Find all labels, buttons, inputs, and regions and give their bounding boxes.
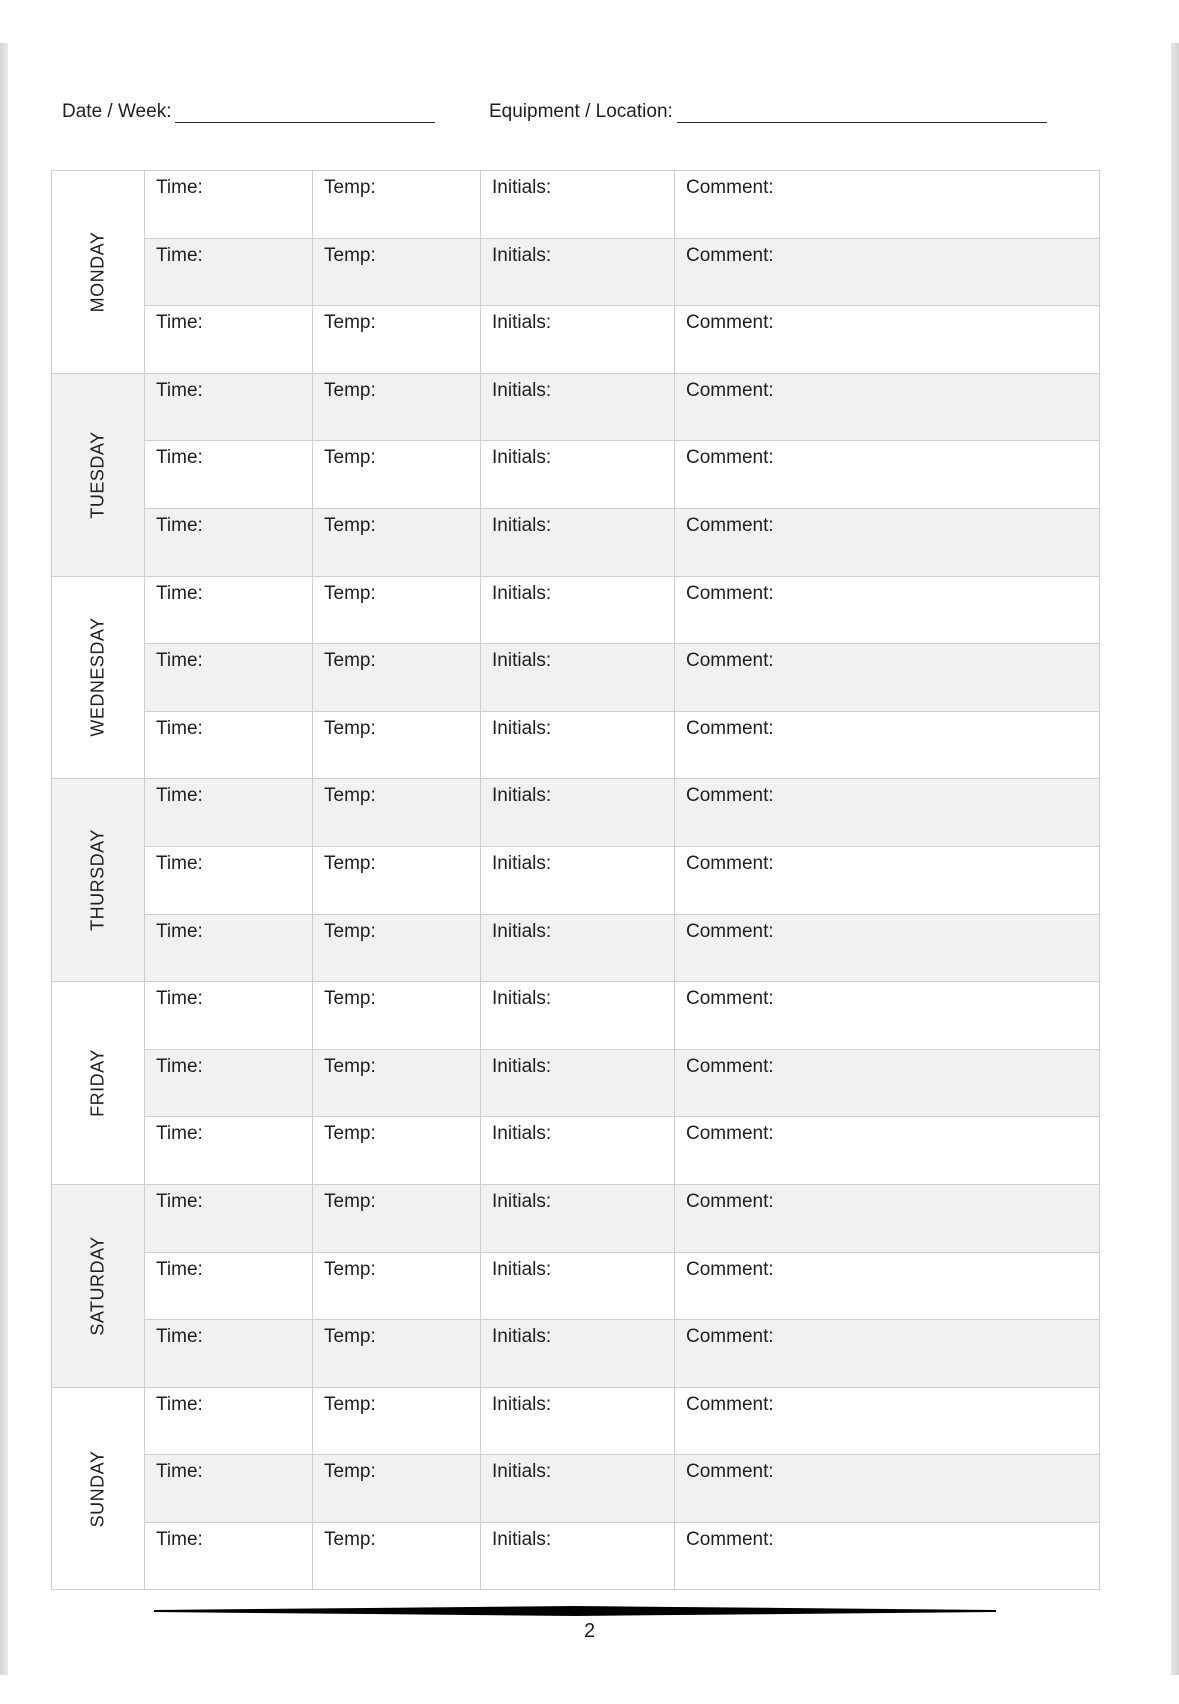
temp-cell[interactable] — [313, 373, 481, 441]
initials-label: Initials: — [492, 988, 552, 1010]
time-label: Time: — [156, 177, 203, 198]
initials-label: Initials: — [492, 312, 552, 334]
time-label: Time: — [156, 1055, 203, 1077]
log-entry-row — [52, 711, 1100, 779]
temp-cell[interactable] — [313, 1117, 481, 1185]
comment-cell[interactable] — [675, 1252, 1100, 1320]
temperature-log-table — [51, 170, 1100, 1590]
time-cell[interactable] — [145, 1320, 313, 1388]
initials-label: Initials: — [492, 717, 552, 739]
comment-label: Comment: — [686, 379, 774, 401]
time-cell[interactable] — [145, 1455, 313, 1523]
comment-cell[interactable] — [675, 711, 1100, 779]
comment-cell[interactable] — [675, 441, 1100, 509]
log-entry-row — [52, 1184, 1100, 1252]
day-cell-wednesday — [52, 576, 145, 779]
comment-label: Comment: — [686, 1190, 774, 1212]
comment-cell[interactable] — [675, 1455, 1100, 1523]
temp-label: Temp: — [324, 177, 376, 198]
temp-cell[interactable] — [313, 306, 481, 374]
time-cell[interactable] — [145, 846, 313, 914]
comment-label: Comment: — [686, 244, 774, 266]
day-label: TUESDAY — [87, 431, 108, 519]
time-cell[interactable] — [145, 644, 313, 712]
time-label: Time: — [156, 514, 203, 536]
time-cell[interactable] — [145, 982, 313, 1050]
temp-cell[interactable] — [313, 846, 481, 914]
log-entry-row — [52, 779, 1100, 847]
time-label: Time: — [156, 717, 203, 739]
comment-cell[interactable] — [675, 171, 1100, 239]
log-entry-row — [52, 1049, 1100, 1117]
comment-label: Comment: — [686, 650, 774, 672]
initials-label: Initials: — [492, 852, 552, 874]
temp-label: Temp: — [324, 1190, 376, 1212]
comment-label: Comment: — [686, 1258, 774, 1280]
initials-cell[interactable] — [481, 846, 675, 914]
time-cell[interactable] — [145, 711, 313, 779]
temp-label: Temp: — [324, 920, 376, 942]
time-label: Time: — [156, 244, 203, 266]
initials-cell[interactable] — [481, 1252, 675, 1320]
comment-cell[interactable] — [675, 306, 1100, 374]
temp-label: Temp: — [324, 1326, 376, 1348]
initials-label: Initials: — [492, 1258, 552, 1280]
initials-cell[interactable] — [481, 441, 675, 509]
time-cell[interactable] — [145, 508, 313, 576]
comment-label: Comment: — [686, 1393, 774, 1415]
comment-label: Comment: — [686, 1461, 774, 1483]
log-entry-row — [52, 846, 1100, 914]
time-cell[interactable] — [145, 171, 313, 239]
time-cell[interactable] — [145, 441, 313, 509]
day-cell-monday — [52, 171, 145, 374]
time-label: Time: — [156, 1190, 203, 1212]
log-entry-row — [52, 441, 1100, 509]
temp-cell[interactable] — [313, 914, 481, 982]
equipment-location-input-line[interactable] — [677, 100, 1047, 123]
time-label: Time: — [156, 379, 203, 401]
initials-label: Initials: — [492, 650, 552, 672]
temp-cell[interactable] — [313, 711, 481, 779]
comment-cell[interactable] — [675, 1117, 1100, 1185]
comment-cell[interactable] — [675, 914, 1100, 982]
initials-cell[interactable] — [481, 1455, 675, 1523]
comment-label: Comment: — [686, 514, 774, 536]
log-entry-row — [52, 171, 1100, 239]
temp-label: Temp: — [324, 1393, 376, 1415]
temp-cell[interactable] — [313, 644, 481, 712]
temp-label: Temp: — [324, 582, 376, 604]
log-entry-row — [52, 238, 1100, 306]
initials-label: Initials: — [492, 582, 552, 604]
day-label: THURSDAY — [87, 829, 108, 932]
time-label: Time: — [156, 920, 203, 942]
time-cell[interactable] — [145, 1049, 313, 1117]
temp-label: Temp: — [324, 1461, 376, 1483]
comment-cell[interactable] — [675, 982, 1100, 1050]
initials-cell[interactable] — [481, 1184, 675, 1252]
temp-label: Temp: — [324, 379, 376, 401]
initials-label: Initials: — [492, 379, 552, 401]
log-entry-row — [52, 1252, 1100, 1320]
date-week-field — [62, 100, 435, 123]
date-week-label: Date / Week: — [62, 101, 172, 122]
initials-label: Initials: — [492, 447, 552, 469]
temp-cell[interactable] — [313, 441, 481, 509]
footer-divider — [154, 1606, 996, 1616]
comment-cell[interactable] — [675, 373, 1100, 441]
initials-cell[interactable] — [481, 711, 675, 779]
temp-label: Temp: — [324, 312, 376, 334]
initials-label: Initials: — [492, 1190, 552, 1212]
initials-label: Initials: — [492, 1123, 552, 1145]
day-label: WEDNESDAY — [87, 617, 108, 738]
temp-label: Temp: — [324, 1055, 376, 1077]
time-cell[interactable] — [145, 1522, 313, 1590]
temp-label: Temp: — [324, 244, 376, 266]
log-entry-row — [52, 1455, 1100, 1523]
temp-cell[interactable] — [313, 1184, 481, 1252]
comment-cell[interactable] — [675, 508, 1100, 576]
time-label: Time: — [156, 582, 203, 604]
temp-cell[interactable] — [313, 1455, 481, 1523]
day-label: SATURDAY — [87, 1236, 108, 1336]
equipment-location-label: Equipment / Location: — [489, 101, 673, 122]
comment-label: Comment: — [686, 920, 774, 942]
initials-label: Initials: — [492, 514, 552, 536]
initials-label: Initials: — [492, 1528, 552, 1550]
initials-label: Initials: — [492, 244, 552, 266]
temp-cell[interactable] — [313, 238, 481, 306]
time-cell[interactable] — [145, 779, 313, 847]
time-label: Time: — [156, 1461, 203, 1483]
initials-cell[interactable] — [481, 1387, 675, 1455]
comment-label: Comment: — [686, 988, 774, 1010]
equipment-location-field — [489, 100, 1047, 123]
initials-cell[interactable] — [481, 576, 675, 644]
day-label: SUNDAY — [87, 1450, 108, 1527]
initials-cell[interactable] — [481, 1117, 675, 1185]
initials-label: Initials: — [492, 177, 552, 198]
comment-cell[interactable] — [675, 644, 1100, 712]
initials-cell[interactable] — [481, 1049, 675, 1117]
temp-cell[interactable] — [313, 779, 481, 847]
temp-label: Temp: — [324, 852, 376, 874]
day-cell-saturday — [52, 1184, 145, 1387]
temp-label: Temp: — [324, 1528, 376, 1550]
day-cell-friday — [52, 982, 145, 1185]
comment-label: Comment: — [686, 785, 774, 807]
day-cell-tuesday — [52, 373, 145, 576]
initials-label: Initials: — [492, 920, 552, 942]
temp-cell[interactable] — [313, 982, 481, 1050]
temp-cell[interactable] — [313, 171, 481, 239]
initials-label: Initials: — [492, 1393, 552, 1415]
comment-label: Comment: — [686, 582, 774, 604]
time-cell[interactable] — [145, 306, 313, 374]
temp-cell[interactable] — [313, 1387, 481, 1455]
log-header — [62, 100, 1072, 132]
log-entry-row — [52, 644, 1100, 712]
initials-cell[interactable] — [481, 644, 675, 712]
initials-cell[interactable] — [481, 171, 675, 239]
initials-cell[interactable] — [481, 982, 675, 1050]
time-label: Time: — [156, 650, 203, 672]
time-label: Time: — [156, 988, 203, 1010]
log-entry-row — [52, 914, 1100, 982]
temp-cell[interactable] — [313, 1522, 481, 1590]
date-week-input-line[interactable] — [175, 100, 435, 123]
initials-label: Initials: — [492, 1461, 552, 1483]
initials-label: Initials: — [492, 785, 552, 807]
initials-cell[interactable] — [481, 779, 675, 847]
log-entry-row — [52, 1320, 1100, 1388]
comment-label: Comment: — [686, 1123, 774, 1145]
time-cell[interactable] — [145, 373, 313, 441]
time-cell[interactable] — [145, 576, 313, 644]
temp-cell[interactable] — [313, 508, 481, 576]
initials-cell[interactable] — [481, 1522, 675, 1590]
initials-cell[interactable] — [481, 238, 675, 306]
temp-label: Temp: — [324, 1258, 376, 1280]
comment-label: Comment: — [686, 1528, 774, 1550]
time-label: Time: — [156, 1258, 203, 1280]
comment-cell[interactable] — [675, 846, 1100, 914]
time-label: Time: — [156, 1393, 203, 1415]
temp-cell[interactable] — [313, 1049, 481, 1117]
time-cell[interactable] — [145, 914, 313, 982]
initials-cell[interactable] — [481, 1320, 675, 1388]
temp-label: Temp: — [324, 1123, 376, 1145]
initials-cell[interactable] — [481, 914, 675, 982]
temp-label: Temp: — [324, 717, 376, 739]
log-entry-row — [52, 508, 1100, 576]
temp-cell[interactable] — [313, 1252, 481, 1320]
time-cell[interactable] — [145, 238, 313, 306]
comment-label: Comment: — [686, 1055, 774, 1077]
day-label: FRIDAY — [87, 1049, 108, 1117]
time-label: Time: — [156, 312, 203, 334]
time-label: Time: — [156, 1123, 203, 1145]
comment-cell[interactable] — [675, 238, 1100, 306]
page-edge-left — [0, 43, 8, 1675]
comment-cell[interactable] — [675, 1184, 1100, 1252]
time-cell[interactable] — [145, 1184, 313, 1252]
time-cell[interactable] — [145, 1117, 313, 1185]
comment-cell[interactable] — [675, 1320, 1100, 1388]
temp-label: Temp: — [324, 447, 376, 469]
comment-label: Comment: — [686, 717, 774, 739]
comment-cell[interactable] — [675, 576, 1100, 644]
log-entry-row — [52, 1387, 1100, 1455]
comment-cell[interactable] — [675, 1387, 1100, 1455]
initials-cell[interactable] — [481, 306, 675, 374]
comment-cell[interactable] — [675, 779, 1100, 847]
temp-label: Temp: — [324, 988, 376, 1010]
initials-cell[interactable] — [481, 508, 675, 576]
time-label: Time: — [156, 447, 203, 469]
day-cell-thursday — [52, 779, 145, 982]
time-label: Time: — [156, 1528, 203, 1550]
day-label: MONDAY — [87, 231, 108, 313]
comment-cell[interactable] — [675, 1049, 1100, 1117]
comment-label: Comment: — [686, 1326, 774, 1348]
temp-cell[interactable] — [313, 576, 481, 644]
time-label: Time: — [156, 785, 203, 807]
comment-label: Comment: — [686, 447, 774, 469]
initials-label: Initials: — [492, 1326, 552, 1348]
log-entry-row — [52, 1522, 1100, 1590]
comment-label: Comment: — [686, 312, 774, 334]
time-cell[interactable] — [145, 1387, 313, 1455]
comment-cell[interactable] — [675, 1522, 1100, 1590]
comment-label: Comment: — [686, 852, 774, 874]
initials-label: Initials: — [492, 1055, 552, 1077]
temp-cell[interactable] — [313, 1320, 481, 1388]
log-entry-row — [52, 982, 1100, 1050]
log-entry-row — [52, 306, 1100, 374]
page-number: 2 — [583, 1620, 596, 1642]
initials-cell[interactable] — [481, 373, 675, 441]
time-label: Time: — [156, 852, 203, 874]
time-label: Time: — [156, 1326, 203, 1348]
comment-label: Comment: — [686, 177, 774, 198]
time-cell[interactable] — [145, 1252, 313, 1320]
day-cell-sunday — [52, 1387, 145, 1590]
log-entry-row — [52, 373, 1100, 441]
temp-label: Temp: — [324, 514, 376, 536]
log-entry-row — [52, 576, 1100, 644]
temp-label: Temp: — [324, 650, 376, 672]
page-edge-right — [1171, 43, 1179, 1675]
temp-label: Temp: — [324, 785, 376, 807]
log-entry-row — [52, 1117, 1100, 1185]
